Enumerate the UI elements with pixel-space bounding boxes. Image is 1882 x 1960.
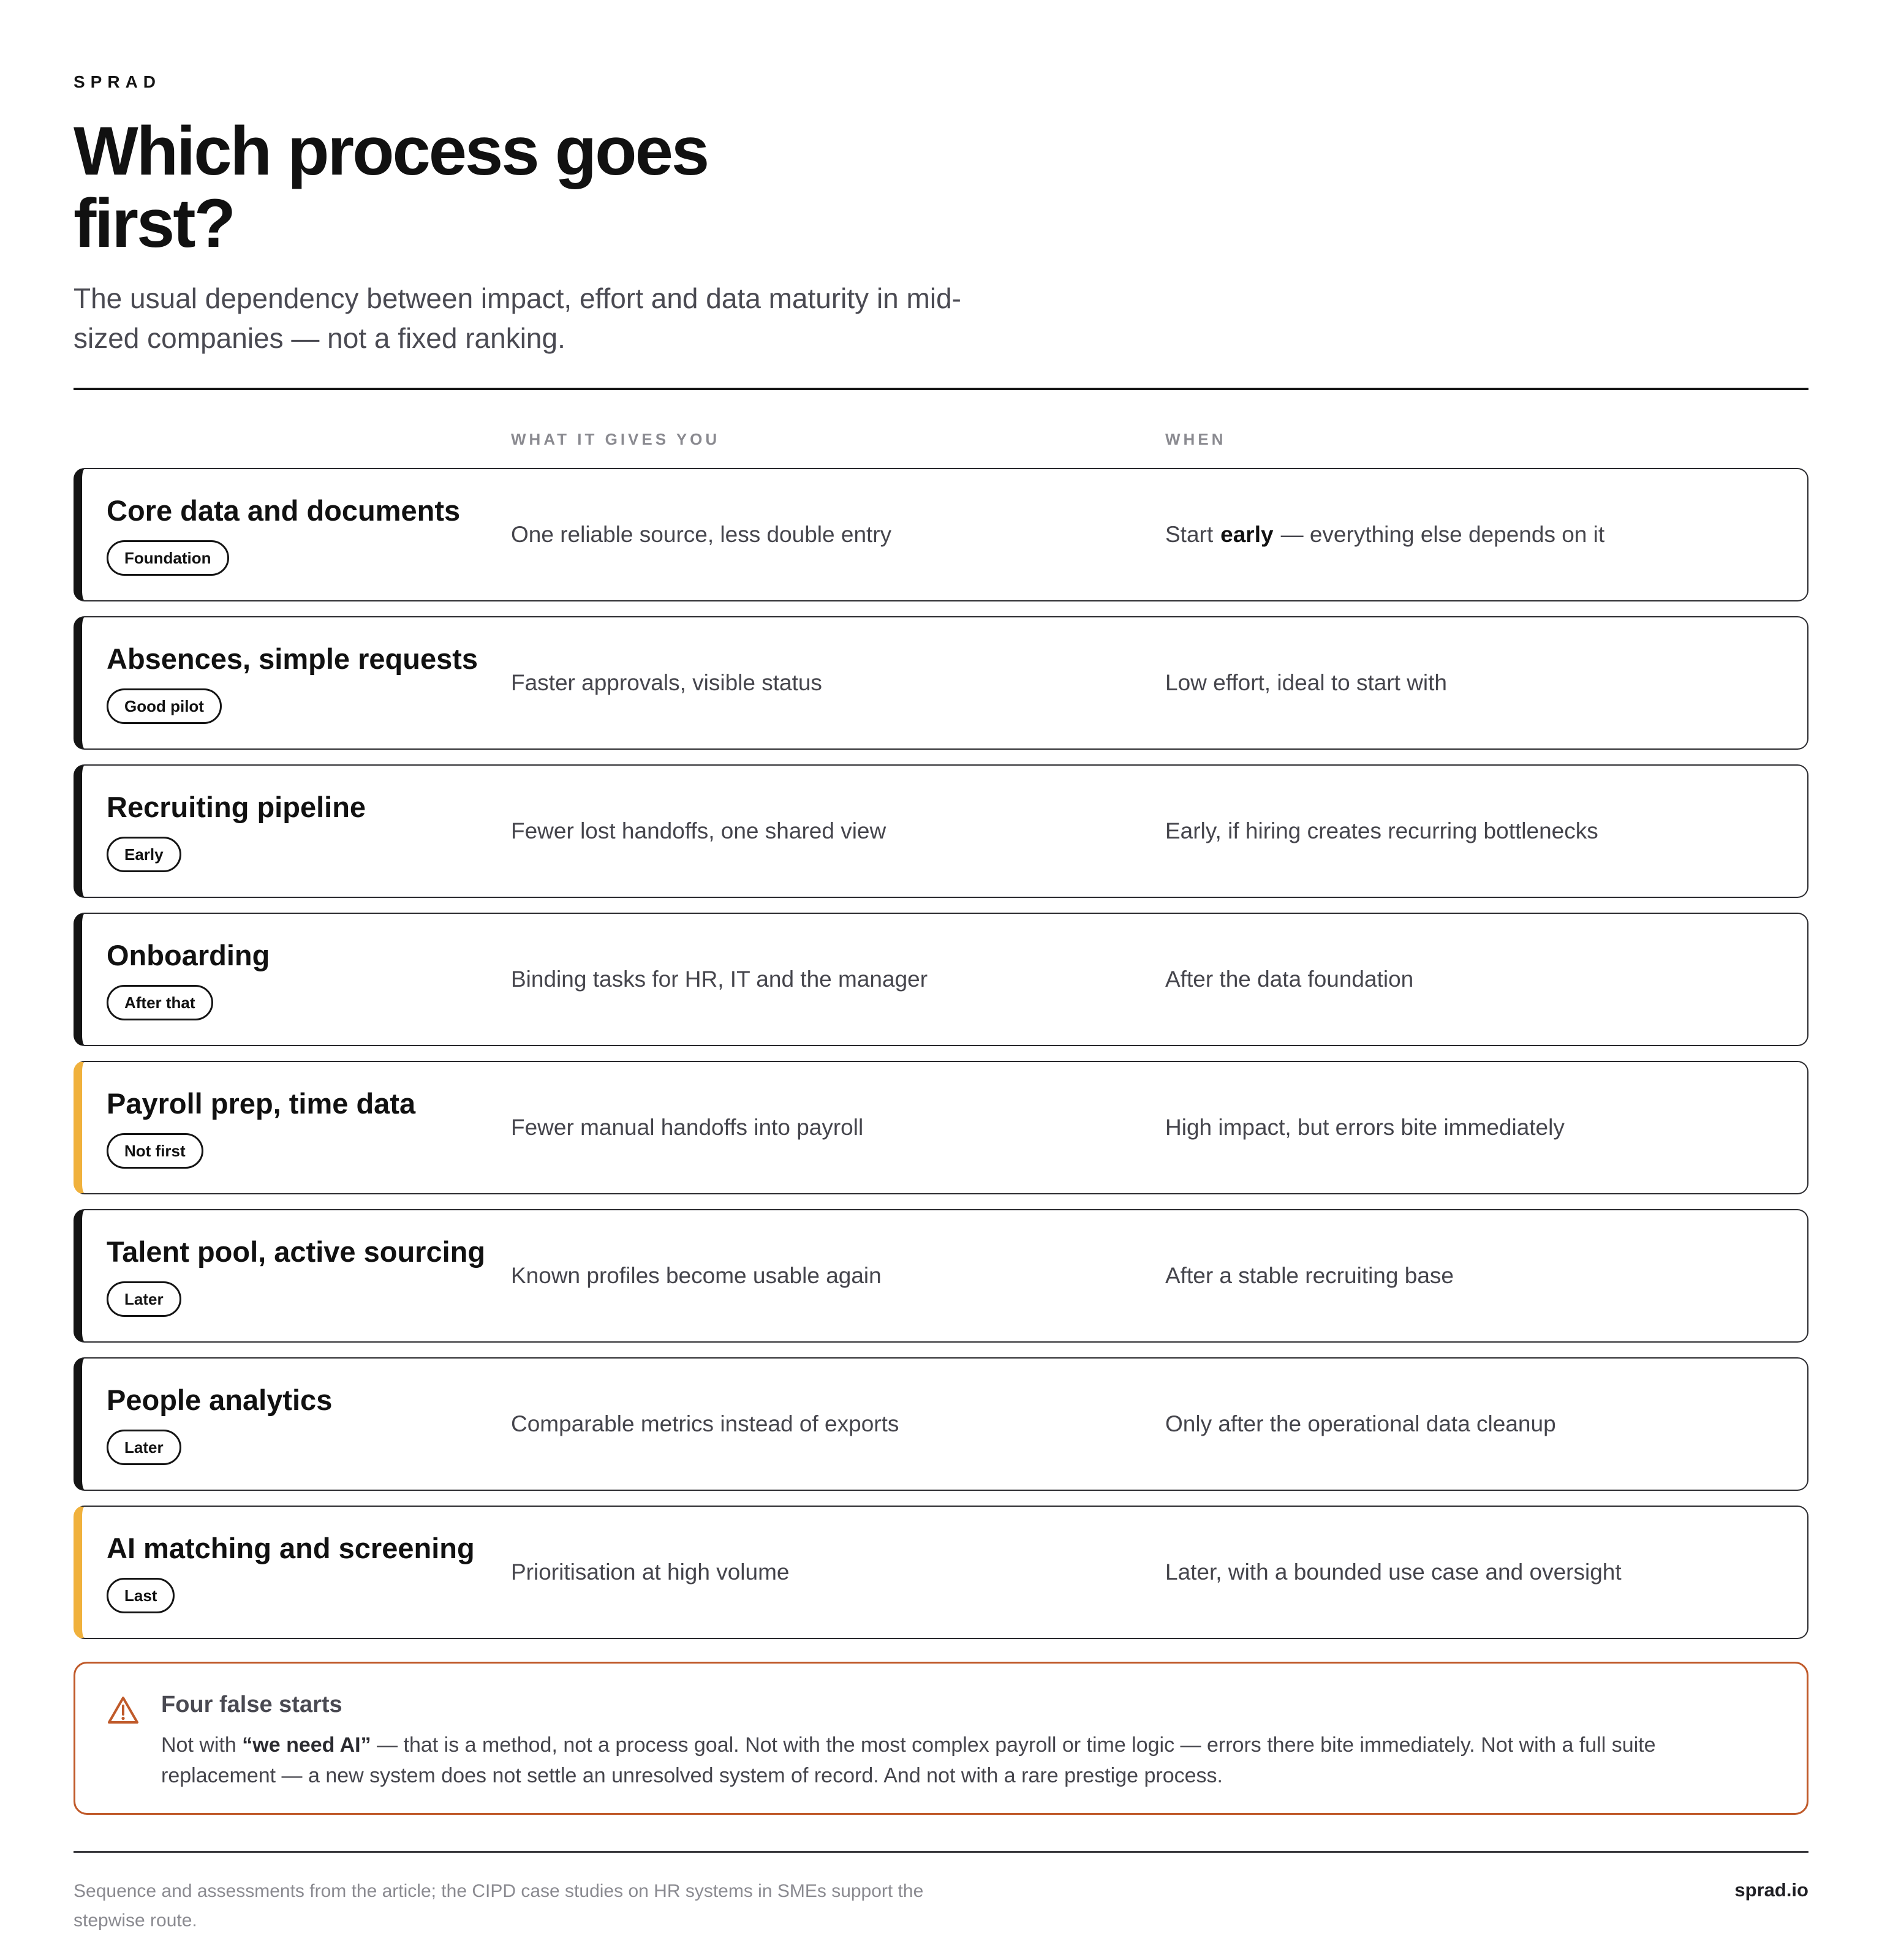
source-note: Sequence and assessments from the article; the CIPD case studies on HR systems in SMEs support the stepwise route. (74, 1881, 924, 1931)
process-benefit: Fewer manual handoffs into payroll (511, 1115, 864, 1140)
timing-emphasis: early (1220, 522, 1274, 547)
process-name: Core data and documents (107, 494, 461, 527)
priority-badge: Last (107, 1578, 175, 1613)
process-name: People analytics (107, 1384, 333, 1416)
page-subtitle: The usual dependency between impact, effort and data maturity in mid-sized companies — not a fixed ranking. (74, 282, 961, 354)
callout-text (161, 1730, 1766, 1791)
process-benefit: Fewer lost handoffs, one shared view (511, 818, 886, 843)
process-timing: Later, with a bounded use case and oversight (1165, 1559, 1622, 1585)
process-row (74, 913, 1808, 1046)
process-row (74, 764, 1808, 898)
process-row (74, 1061, 1808, 1194)
process-timing: High impact, but errors bite immediately (1165, 1115, 1565, 1140)
page-title: Which process goes first? (74, 113, 708, 262)
callout-text-lead: Not with (161, 1733, 236, 1757)
priority-badge: After that (107, 985, 213, 1020)
process-benefit: Binding tasks for HR, IT and the manager (511, 967, 928, 992)
priority-badge: Later (107, 1430, 181, 1465)
footer-divider (74, 1851, 1808, 1853)
process-name: Absences, simple requests (107, 643, 478, 675)
priority-badge: Early (107, 837, 181, 872)
callout-title: Four false starts (161, 1692, 342, 1717)
priority-badge: Later (107, 1281, 181, 1317)
process-name: Talent pool, active sourcing (107, 1235, 486, 1268)
process-benefit: One reliable source, less double entry (511, 522, 892, 547)
header-divider (74, 388, 1808, 390)
process-benefit: Faster approvals, visible status (511, 670, 822, 695)
process-list (74, 468, 1808, 1654)
process-name: AI matching and screening (107, 1532, 475, 1564)
process-timing: Low effort, ideal to start with (1165, 670, 1447, 695)
timing-text: — everything else depends on it (1280, 522, 1605, 547)
column-header-when: WHEN (1165, 430, 1226, 448)
process-name: Payroll prep, time data (107, 1087, 416, 1120)
process-row (74, 616, 1808, 750)
process-timing (1165, 469, 1604, 600)
process-benefit: Prioritisation at high volume (511, 1559, 790, 1585)
priority-badge: Foundation (107, 540, 229, 576)
process-row (74, 1506, 1808, 1639)
warning-triangle-icon (107, 1695, 139, 1725)
false-starts-callout (74, 1662, 1808, 1815)
process-benefit: Known profiles become usable again (511, 1263, 882, 1288)
callout-text-body: — that is a method, not a process goal. Not with the most complex payroll or time logic — errors there bite immediately. Not with a full suite replacement — a new system does not settle an unresolved system of record. And not with a rare prestige process. (161, 1733, 1656, 1787)
column-header-gives: WHAT IT GIVES YOU (511, 430, 720, 448)
process-name: Recruiting pipeline (107, 791, 366, 823)
callout-text-emphasis: “we need AI” (242, 1733, 371, 1757)
site-link[interactable]: sprad.io (1734, 1879, 1808, 1901)
process-timing: Early, if hiring creates recurring bottlenecks (1165, 818, 1598, 843)
process-name: Onboarding (107, 939, 270, 971)
process-benefit: Comparable metrics instead of exports (511, 1411, 899, 1436)
process-timing: After the data foundation (1165, 967, 1414, 992)
process-timing: After a stable recruiting base (1165, 1263, 1454, 1288)
brand-label: SPRAD (74, 72, 162, 91)
process-timing: Only after the operational data cleanup (1165, 1411, 1556, 1436)
timing-text: Start (1165, 522, 1214, 547)
process-row (74, 1209, 1808, 1343)
priority-badge: Good pilot (107, 688, 222, 724)
process-row (74, 468, 1808, 601)
priority-badge: Not first (107, 1133, 203, 1169)
process-row (74, 1357, 1808, 1491)
